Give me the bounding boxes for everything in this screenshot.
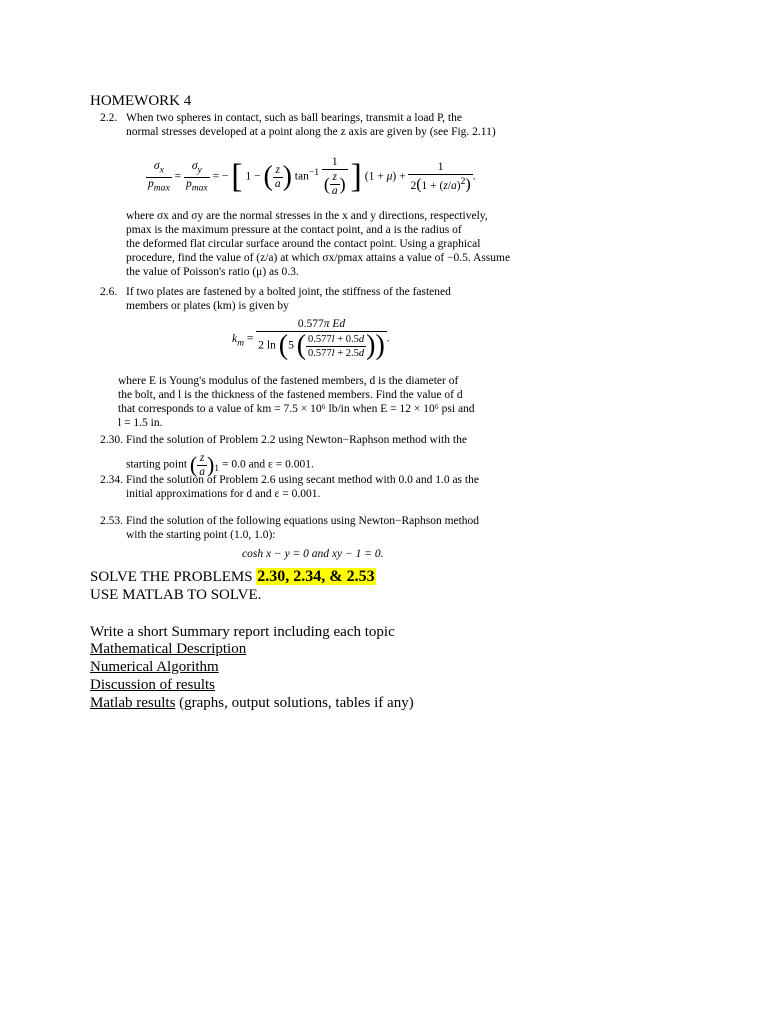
problem-number: 2.53. (100, 515, 123, 527)
text-line: Find the solution of the following equations using Newton−Raphson method (126, 515, 480, 527)
topic-mathematical-description: Mathematical Description (90, 641, 247, 657)
matlab-results-rest: (graphs, output solutions, tables if any) (175, 695, 414, 711)
problem-text (126, 514, 479, 542)
text-line: the bolt, and l is the thickness of the fastened members. Find the value of d (118, 389, 463, 401)
problem-text (126, 285, 451, 313)
topic-numerical-algorithm: Numerical Algorithm (90, 659, 219, 675)
matlab-results-label: Matlab results (90, 695, 176, 711)
text-fragment: starting point (126, 458, 188, 471)
text-line: the value of Poisson's ratio (μ) as 0.3. (126, 266, 299, 278)
text-line: that corresponds to a value of km = 7.5 × 10⁶ lb/in when E = 12 × 10⁶ psi and (118, 403, 475, 415)
problem-2-6-body (118, 374, 518, 430)
text-line: starting point ( $\frac{z}{a}$ )$_1 = 0.0$ and ε = 0.001. (126, 451, 314, 478)
topic-matlab-results (90, 695, 414, 712)
text-line: where σx and σy are the normal stresses in the x and y directions, respectively, (126, 210, 488, 222)
solve-line (90, 568, 376, 586)
topic-discussion-of-results: Discussion of results (90, 677, 215, 693)
equation-stress: $\frac{\sigma_x}{p_{max}}$ = $\frac{\sigma_y}{p_{max}}$ = − [ 1 − ( $\frac{z}{a}$ ) $\tan^{-1}$ 1 ( $\frac{z}{a}$ ) ] (1 + μ) + $\frac{1}{2(1 + (z/a)^2)}$ . (148, 156, 476, 197)
text-line: If two plates are fastened by a bolted joint, the stiffness of the fastened (126, 286, 451, 298)
problem-number: 2.34. (100, 474, 123, 486)
problem-number: 2.6. (100, 286, 118, 298)
problem-number: 2.2. (100, 112, 118, 124)
text-line: pmax is the maximum pressure at the contact point, and a is the radius of (126, 224, 462, 236)
text-line: Find the solution of Problem 2.2 using Newton−Raphson method with the (126, 434, 467, 446)
highlighted-problems: 2.30, 2.34, & 2.53 (257, 568, 375, 585)
fraction-sigma-y: $\frac{\sigma_y}{p_{max}}$ (185, 160, 208, 193)
text-line: Find the solution of Problem 2.6 using secant method with 0.0 and 1.0 as the (126, 474, 479, 486)
summary-instruction: Write a short Summary report including each topic (90, 624, 395, 640)
text-line: initial approximations for d and ε = 0.001. (126, 488, 321, 500)
text-line: When two spheres in contact, such as ball bearings, transmit a load P, the (126, 112, 462, 124)
text-fragment: = 0.0 and ε = 0.001. (221, 458, 314, 471)
text-line: where E is Young's modulus of the fastened members, d is the diameter of (118, 375, 459, 387)
text-line: normal stresses developed at a point along the z axis are given by (see Fig. 2.11) (126, 126, 496, 138)
equation-system: cosh x − y = 0 and xy − 1 = 0. (242, 548, 384, 560)
text-line: l = 1.5 in. (118, 417, 163, 429)
equation-stiffness: $k_m$ = 0.577π Ed 2 ln (5 ( $\frac{0.577l + 0.5d}{0.577l + 2.5d}$ )) . (232, 318, 390, 361)
matlab-instruction: USE MATLAB TO SOLVE. (90, 587, 262, 603)
text-line: members or plates (km) is given by (126, 300, 289, 312)
solve-prefix: SOLVE THE PROBLEMS (90, 569, 257, 585)
problem-number: 2.30. (100, 434, 123, 446)
problem-text (126, 111, 496, 139)
fraction-sigma-x: $\frac{\sigma_x}{p_{max}}$ (148, 160, 170, 193)
text-line: the deformed flat circular surface around the contact point. Using a graphical (126, 238, 481, 250)
page-title: HOMEWORK 4 (90, 93, 192, 109)
problem-text (126, 473, 479, 501)
problem-2-2-body (126, 209, 526, 279)
text-line: with the starting point (1.0, 1.0): (126, 529, 276, 541)
text-line: procedure, find the value of (z/a) at which σx/pmax attains a value of −0.5. Assume (126, 252, 511, 264)
